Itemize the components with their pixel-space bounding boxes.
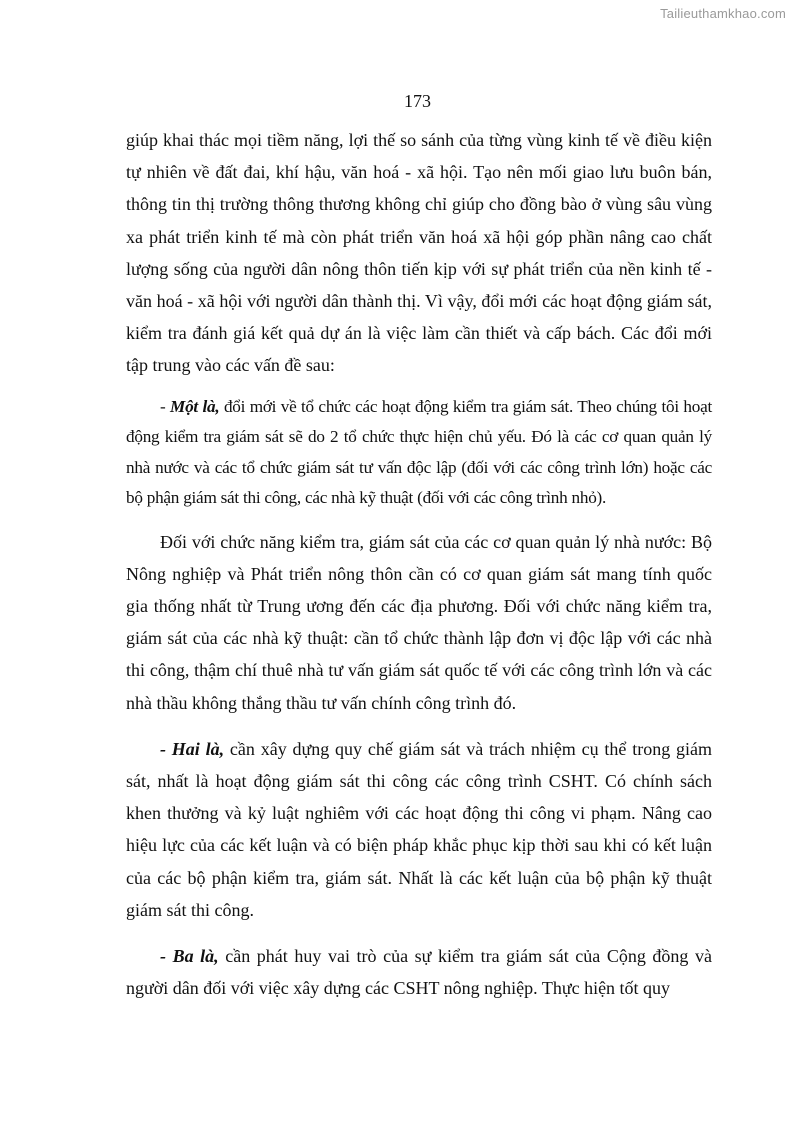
paragraph-text: Đối với chức năng kiểm tra, giám sát của các cơ quan quản lý nhà nước: Bộ Nông nghiệp và Phát triển nông thôn cần có cơ quan giám sát mang tính quốc gia thống nhất từ Trung ương đến các địa phương. Đối với chức năng kiểm tra, giám sát của các nhà kỹ thuật: cần tổ chức thành lập đơn vị độc lập với các nhà thi công, thậm chí thuê nhà tư vấn giám sát quốc tế với các công trình lớn và các nhà thầu không thắng thầu tư vấn chính công trình đó. xyxy=(126,531,712,713)
paragraph-lead: - Ba là, xyxy=(160,946,219,967)
page-number: 173 xyxy=(404,91,431,111)
paragraph-text: cần xây dựng quy chế giám sát và trách nhiệm cụ thể trong giám sát, nhất là hoạt động giám sát thi công các công trình CSHT. Có chính sách khen thưởng và kỷ luật nghiêm với các hoạt động thi công vi phạm. Nâng cao hiệu lực của các kết luận và có biện pháp khắc phục kịp thời sau khi có kết luận của các bộ phận kiểm tra, giám sát. Nhất là các kết luận của bộ phận kỹ thuật giám sát thi công. xyxy=(126,738,712,920)
paragraph-state-management xyxy=(126,526,712,719)
paragraph-text: giúp khai thác mọi tiềm năng, lợi thế so sánh của từng vùng kinh tế về điều kiện tự nhiên về đất đai, khí hậu, văn hoá - xã hội. Tạo nên mối giao lưu buôn bán, thông tin thị trường thông thương không chỉ giúp cho đồng bào ở vùng sâu vùng xa phát triển kinh tế mà còn phát triển văn hoá xã hội góp phần nâng cao chất lượng sống của người dân nông thôn tiến kịp với sự phát triển của nền kinh tế - văn hoá - xã hội với người dân thành thị. Vì vậy, đổi mới các hoạt động giám sát, kiểm tra đánh giá kết quả dự án là việc làm cần thiết và cấp bách. Các đổi mới tập trung vào các vấn đề sau: xyxy=(126,130,712,376)
bullet-prefix: - xyxy=(160,396,171,416)
paragraph-lead: Một là, xyxy=(170,396,220,416)
watermark: Tailieuthamkhao.com xyxy=(660,6,786,21)
paragraph-intro xyxy=(126,124,712,382)
page-body xyxy=(126,124,712,1004)
paragraph-mot-la xyxy=(126,392,712,514)
paragraph-hai-la xyxy=(126,733,712,926)
paragraph-text: đổi mới về tổ chức các hoạt động kiểm tra giám sát. Theo chúng tôi hoạt động kiểm tra giám sát sẽ do 2 tổ chức thực hiện chủ yếu. Đó là các cơ quan quản lý nhà nước và các tổ chức giám sát tư vấn độc lập (đối với các công trình lớn) hoặc các bộ phận giám sát thi công, các nhà kỹ thuật (đối với các công trình nhỏ). xyxy=(126,396,712,508)
paragraph-lead: - Hai là, xyxy=(160,738,225,759)
paragraph-ba-la xyxy=(126,940,712,1004)
paragraph-text: cần phát huy vai trò của sự kiểm tra giám sát của Cộng đồng và người dân đối với việc xây dựng các CSHT nông nghiệp. Thực hiện tốt quy xyxy=(126,946,712,999)
